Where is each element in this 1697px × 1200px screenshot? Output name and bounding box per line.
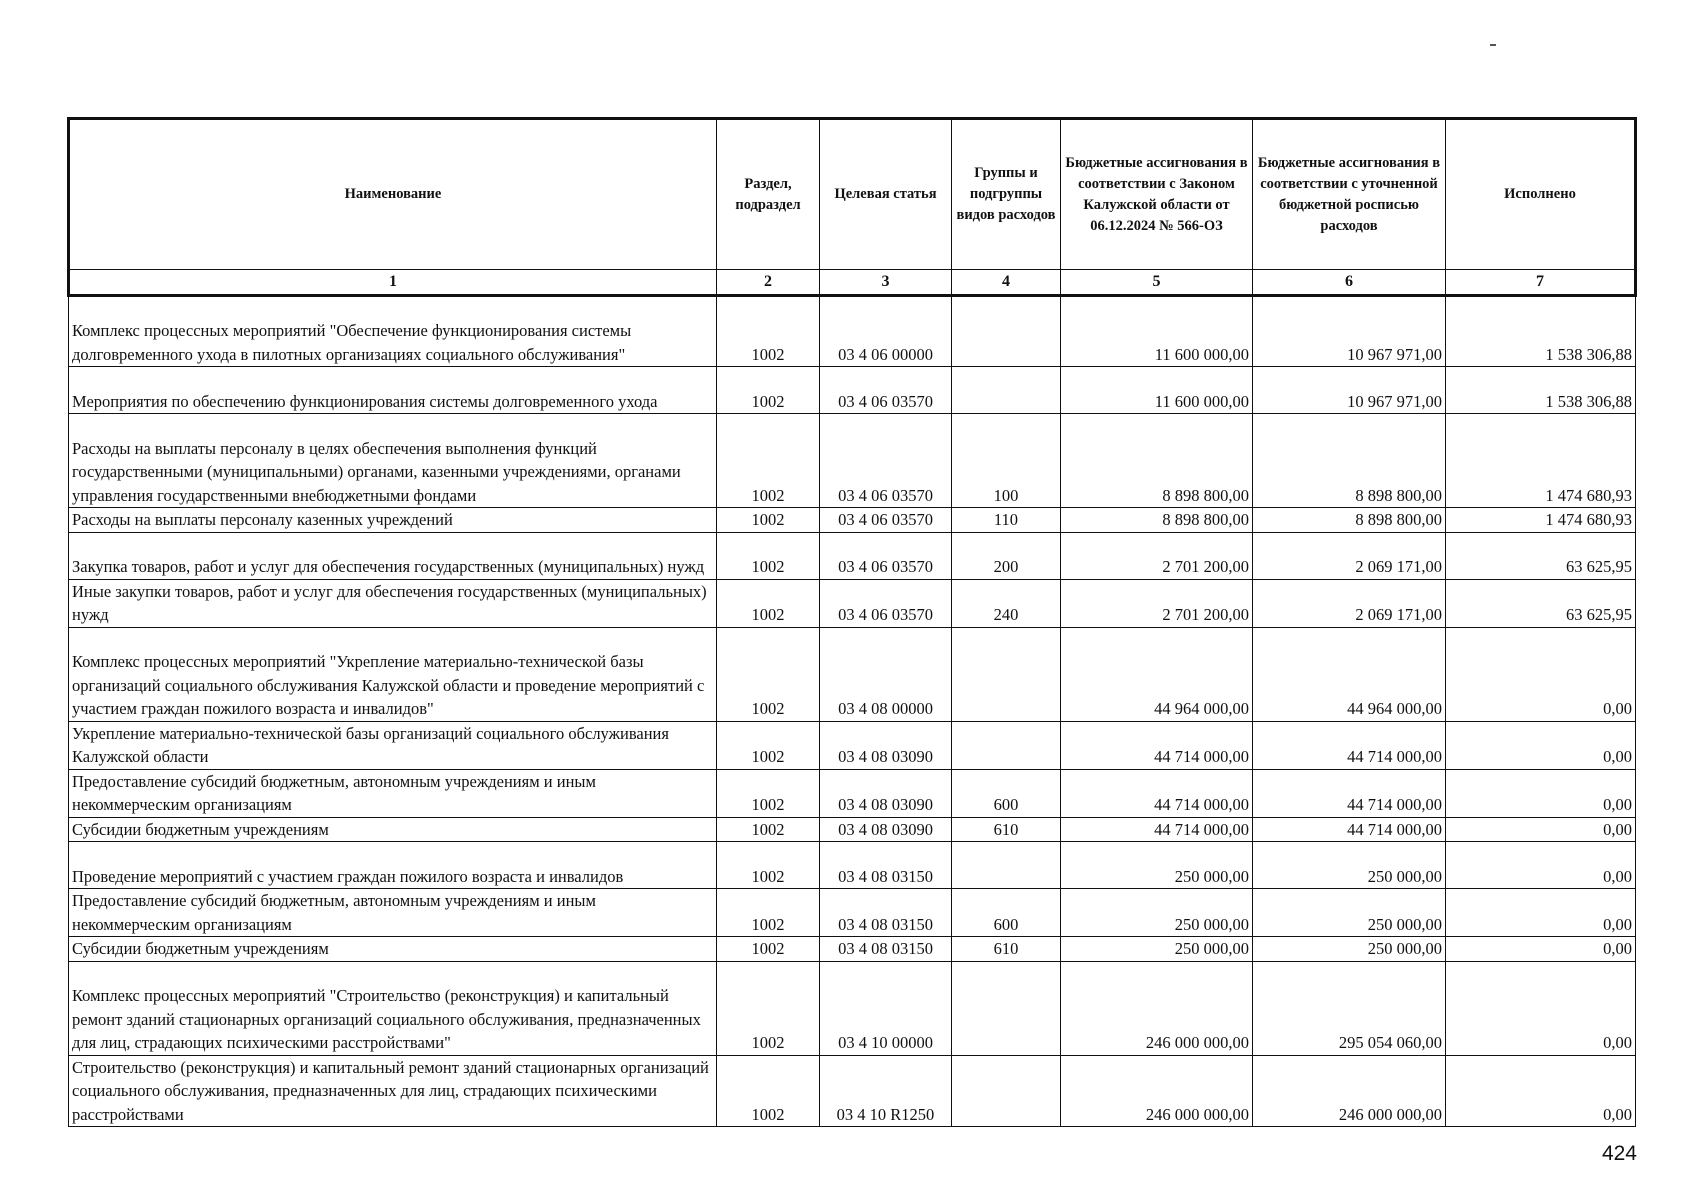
cell-law-amount: 44 714 000,00 [1061,721,1253,769]
cell-executed-amount: 0,00 [1446,627,1636,721]
cell-group: 200 [952,532,1061,579]
cell-group: 610 [952,937,1061,962]
cell-target: 03 4 06 03570 [820,508,952,533]
cell-executed-amount: 63 625,95 [1446,532,1636,579]
table-row [69,961,1636,1055]
header-executed: Исполнено [1446,119,1636,270]
cell-executed-amount: 63 625,95 [1446,579,1636,627]
column-number: 6 [1253,270,1446,296]
table-row [69,817,1636,842]
cell-group [952,721,1061,769]
cell-executed-amount: 0,00 [1446,961,1636,1055]
table-row [69,508,1636,533]
cell-refined-amount: 44 714 000,00 [1253,721,1446,769]
table-row [69,579,1636,627]
cell-law-amount: 44 964 000,00 [1061,627,1253,721]
table-row [69,296,1636,367]
cell-law-amount: 8 898 800,00 [1061,414,1253,508]
column-number: 1 [69,270,717,296]
table-row [69,1055,1636,1127]
cell-law-amount: 44 714 000,00 [1061,817,1253,842]
cell-refined-amount: 8 898 800,00 [1253,414,1446,508]
header-row [69,119,1636,270]
header-section: Раздел, подраздел [717,119,820,270]
cell-group [952,842,1061,889]
cell-refined-amount: 246 000 000,00 [1253,1055,1446,1127]
table-body [69,296,1636,1127]
cell-name: Комплекс процессных мероприятий "Обеспечение функционирования системы долговременного ухода в пилотных организациях социального обслуживания" [69,296,717,367]
table-row [69,842,1636,889]
cell-group [952,627,1061,721]
cell-name: Расходы на выплаты персоналу казенных учреждений [69,508,717,533]
cell-executed-amount: 0,00 [1446,769,1636,817]
cell-group [952,296,1061,367]
cell-name: Укрепление материально-технической базы организаций социального обслуживания Калужской области [69,721,717,769]
column-number: 5 [1061,270,1253,296]
table-row [69,889,1636,937]
cell-name: Комплекс процессных мероприятий "Укрепление материально-технической базы организаций социального обслуживания Калужской области и проведение мероприятий с участием граждан пожилого возраста и инвалидов" [69,627,717,721]
cell-group: 610 [952,817,1061,842]
cell-section: 1002 [717,937,820,962]
column-number: 4 [952,270,1061,296]
cell-name: Закупка товаров, работ и услуг для обеспечения государственных (муниципальных) нужд [69,532,717,579]
cell-law-amount: 246 000 000,00 [1061,961,1253,1055]
cell-law-amount: 2 701 200,00 [1061,532,1253,579]
cell-refined-amount: 44 714 000,00 [1253,769,1446,817]
cell-executed-amount: 0,00 [1446,1055,1636,1127]
header-refined: Бюджетные ассигнования в соответствии с уточненной бюджетной росписью расходов [1253,119,1446,270]
cell-name: Субсидии бюджетным учреждениям [69,937,717,962]
cell-target: 03 4 06 03570 [820,579,952,627]
cell-name: Мероприятия по обеспечению функционирования системы долговременного ухода [69,367,717,414]
cell-group [952,961,1061,1055]
cell-refined-amount: 8 898 800,00 [1253,508,1446,533]
scan-artifact [1490,44,1496,46]
cell-refined-amount: 2 069 171,00 [1253,532,1446,579]
cell-refined-amount: 2 069 171,00 [1253,579,1446,627]
column-number-row [69,270,1636,296]
cell-name: Расходы на выплаты персоналу в целях обеспечения выполнения функций государственными (муниципальными) органами, казенными учреждениями, органами управления государственными внебюджетными фондами [69,414,717,508]
cell-section: 1002 [717,1055,820,1127]
cell-group: 600 [952,769,1061,817]
cell-law-amount: 8 898 800,00 [1061,508,1253,533]
cell-executed-amount: 0,00 [1446,842,1636,889]
cell-target: 03 4 10 R1250 [820,1055,952,1127]
cell-executed-amount: 0,00 [1446,817,1636,842]
column-number: 2 [717,270,820,296]
column-number: 7 [1446,270,1636,296]
table-row [69,414,1636,508]
cell-section: 1002 [717,889,820,937]
table-row [69,937,1636,962]
cell-section: 1002 [717,414,820,508]
cell-executed-amount: 0,00 [1446,721,1636,769]
cell-executed-amount: 1 474 680,93 [1446,414,1636,508]
cell-refined-amount: 250 000,00 [1253,842,1446,889]
cell-refined-amount: 295 054 060,00 [1253,961,1446,1055]
table-row [69,627,1636,721]
cell-law-amount: 246 000 000,00 [1061,1055,1253,1127]
table-row [69,721,1636,769]
cell-section: 1002 [717,367,820,414]
cell-group: 600 [952,889,1061,937]
cell-name: Предоставление субсидий бюджетным, автономным учреждениям и иным некоммерческим организациям [69,889,717,937]
cell-section: 1002 [717,532,820,579]
cell-section: 1002 [717,508,820,533]
header-name: Наименование [69,119,717,270]
cell-refined-amount: 10 967 971,00 [1253,296,1446,367]
cell-law-amount: 2 701 200,00 [1061,579,1253,627]
cell-refined-amount: 44 964 000,00 [1253,627,1446,721]
cell-target: 03 4 06 03570 [820,367,952,414]
cell-law-amount: 11 600 000,00 [1061,296,1253,367]
table-row [69,367,1636,414]
header-law: Бюджетные ассигнования в соответствии с Законом Калужской области от 06.12.2024 № 566-ОЗ [1061,119,1253,270]
budget-table [67,117,1637,1127]
cell-executed-amount: 1 538 306,88 [1446,296,1636,367]
cell-name: Иные закупки товаров, работ и услуг для обеспечения государственных (муниципальных) нужд [69,579,717,627]
cell-target: 03 4 06 03570 [820,532,952,579]
cell-section: 1002 [717,769,820,817]
cell-target: 03 4 08 03150 [820,842,952,889]
cell-executed-amount: 0,00 [1446,889,1636,937]
cell-target: 03 4 08 03090 [820,721,952,769]
cell-target: 03 4 06 00000 [820,296,952,367]
cell-group [952,1055,1061,1127]
cell-target: 03 4 08 03090 [820,817,952,842]
cell-section: 1002 [717,817,820,842]
cell-target: 03 4 06 03570 [820,414,952,508]
cell-name: Субсидии бюджетным учреждениям [69,817,717,842]
cell-name: Строительство (реконструкция) и капитальный ремонт зданий стационарных организаций социального обслуживания, предназначенных для лиц, страдающих психическими расстройствами [69,1055,717,1127]
cell-refined-amount: 250 000,00 [1253,889,1446,937]
cell-target: 03 4 10 00000 [820,961,952,1055]
column-number: 3 [820,270,952,296]
cell-law-amount: 250 000,00 [1061,889,1253,937]
cell-group: 240 [952,579,1061,627]
cell-section: 1002 [717,579,820,627]
page-number: 424 [1601,1142,1637,1165]
cell-group: 110 [952,508,1061,533]
cell-section: 1002 [717,627,820,721]
cell-law-amount: 250 000,00 [1061,842,1253,889]
cell-target: 03 4 08 03150 [820,889,952,937]
cell-section: 1002 [717,842,820,889]
cell-group [952,367,1061,414]
cell-section: 1002 [717,961,820,1055]
table-row [69,532,1636,579]
cell-name: Комплекс процессных мероприятий "Строительство (реконструкция) и капитальный ремонт зданий стационарных организаций социального обслуживания, предназначенных для лиц, страдающих психическими расстройствами" [69,961,717,1055]
cell-law-amount: 44 714 000,00 [1061,769,1253,817]
cell-target: 03 4 08 03150 [820,937,952,962]
table-row [69,769,1636,817]
header-target: Целевая статья [820,119,952,270]
cell-name: Проведение мероприятий с участием граждан пожилого возраста и инвалидов [69,842,717,889]
cell-name: Предоставление субсидий бюджетным, автономным учреждениям и иным некоммерческим организациям [69,769,717,817]
cell-target: 03 4 08 03090 [820,769,952,817]
cell-law-amount: 250 000,00 [1061,937,1253,962]
cell-section: 1002 [717,296,820,367]
cell-executed-amount: 0,00 [1446,937,1636,962]
cell-executed-amount: 1 538 306,88 [1446,367,1636,414]
cell-executed-amount: 1 474 680,93 [1446,508,1636,533]
cell-refined-amount: 250 000,00 [1253,937,1446,962]
cell-law-amount: 11 600 000,00 [1061,367,1253,414]
cell-refined-amount: 10 967 971,00 [1253,367,1446,414]
cell-target: 03 4 08 00000 [820,627,952,721]
cell-refined-amount: 44 714 000,00 [1253,817,1446,842]
header-group: Группы и подгруппы видов расходов [952,119,1061,270]
cell-section: 1002 [717,721,820,769]
cell-group: 100 [952,414,1061,508]
